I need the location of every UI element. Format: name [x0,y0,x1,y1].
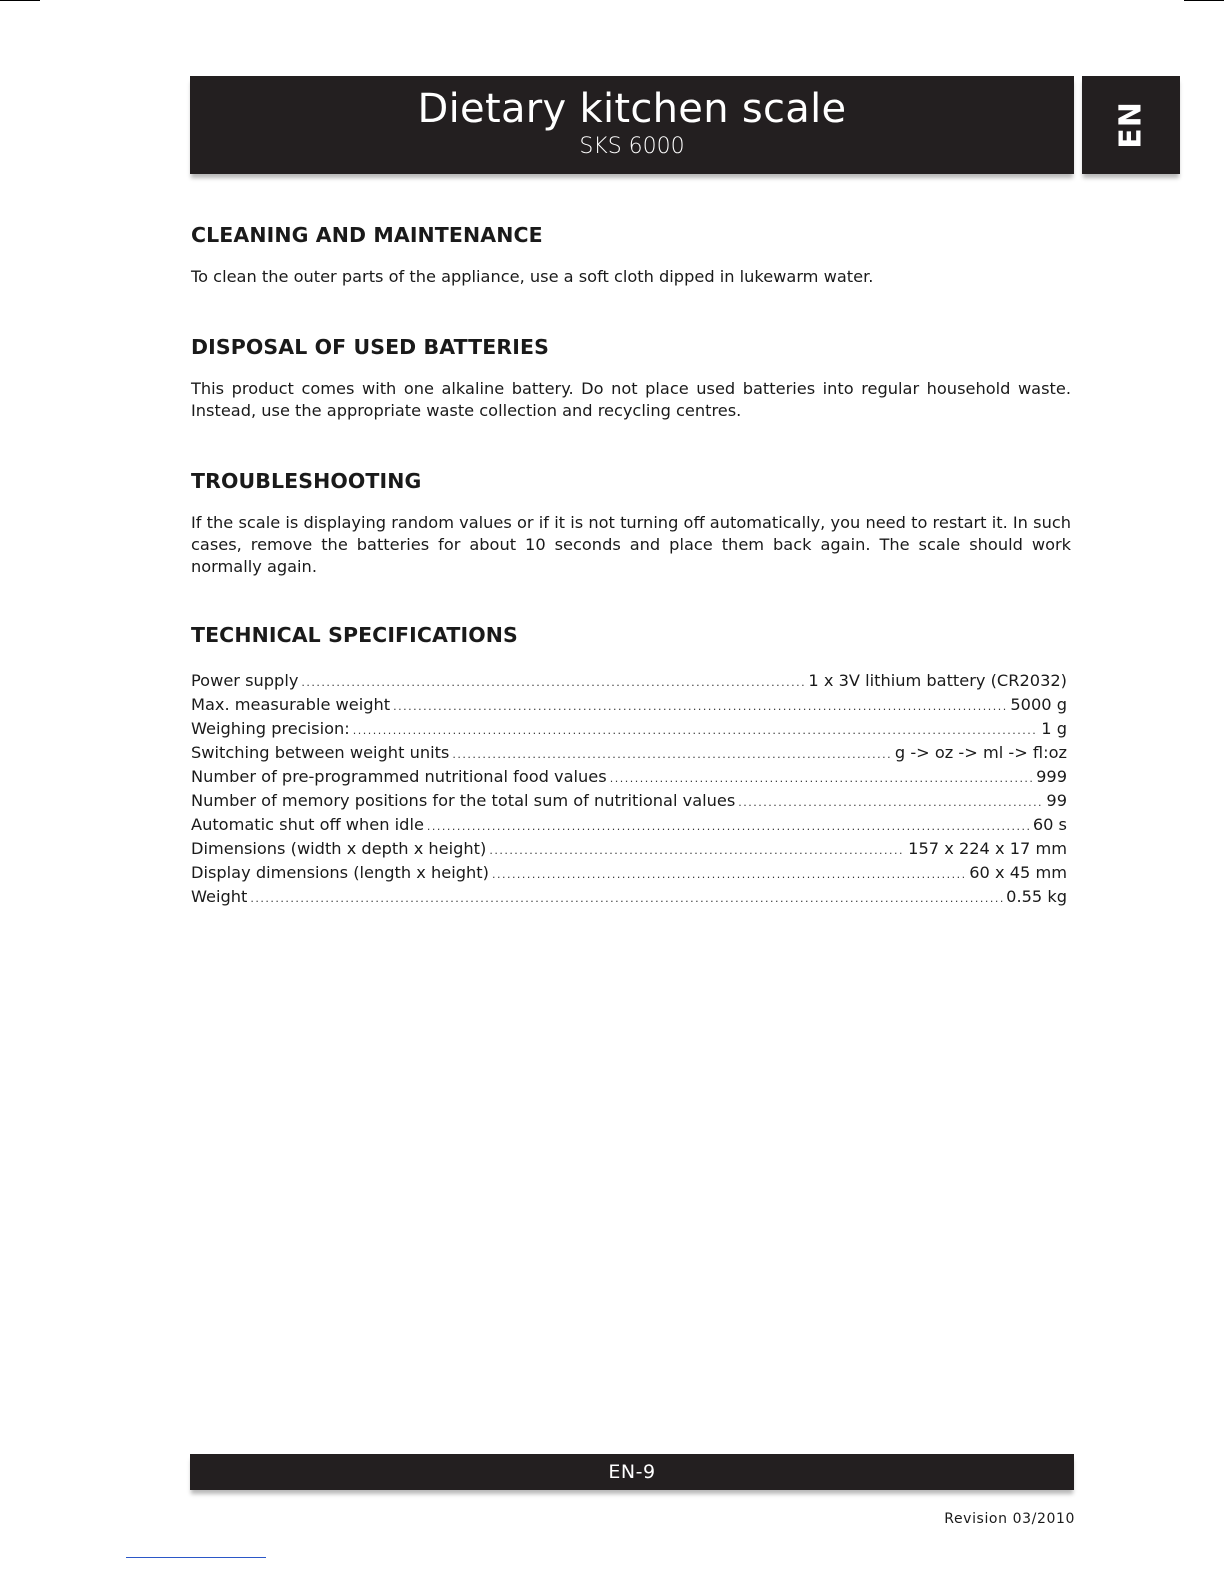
link-underline [126,1557,266,1558]
cleaning-text: To clean the outer parts of the appliance, use a soft cloth dipped in lukewarm water. [191,267,874,286]
dot-leader [250,888,1003,910]
spec-label: Number of memory positions for the total sum of nutritional values [191,791,736,810]
dot-leader [353,720,1039,742]
spec-label: Weight [191,887,248,906]
spec-label: Automatic shut off when idle [191,815,424,834]
main-content [191,220,1071,910]
revision-label: Revision 03/2010 [944,1511,1075,1527]
spec-value: 0.55 kg [1006,887,1067,906]
spec-label: Dimensions (width x depth x height) [191,839,487,858]
spec-value: 60 s [1032,815,1067,834]
spec-row [191,670,1067,694]
disposal-heading: DISPOSAL OF USED BATTERIES [191,335,549,359]
dot-leader [610,768,1033,790]
spec-row [191,694,1067,718]
spec-value: g -> oz -> ml -> fl:oz [894,743,1067,762]
spec-row [191,742,1067,766]
spec-row [191,790,1067,814]
spec-value: 999 [1036,767,1067,786]
crop-mark-right [1184,0,1224,1]
spec-list [191,670,1067,910]
spec-label: Power supply [191,671,299,690]
cleaning-section [191,220,1071,288]
cleaning-heading: CLEANING AND MAINTENANCE [191,223,543,247]
spec-row [191,814,1067,838]
spec-value: 60 x 45 mm [969,863,1067,882]
dot-leader [489,840,905,862]
spec-value: 1 x 3V lithium battery (CR2032) [808,671,1067,690]
spec-value: 157 x 224 x 17 mm [908,839,1067,858]
disposal-text: This product comes with one alkaline battery. Do not place used batteries into regular household waste. Instead, use the appropriate waste collection and recycling centres. [191,379,1071,420]
spec-value: 99 [1046,791,1067,810]
page-number: EN-9 [608,1461,656,1483]
troubleshooting-heading: TROUBLESHOOTING [191,469,422,493]
language-tab-label: EN [1113,101,1149,149]
disposal-section [191,332,1071,422]
dot-leader [301,672,805,694]
footer-banner [190,1454,1074,1490]
dot-leader [738,792,1043,814]
spec-row [191,766,1067,790]
page-title: Dietary kitchen scale [417,86,847,132]
crop-mark-left [0,0,40,1]
spec-value: 1 g [1041,719,1067,738]
spec-value: 5000 g [1010,695,1067,714]
title-banner [190,76,1074,174]
language-tab [1082,76,1180,174]
specs-section [191,620,1071,910]
spec-row [191,838,1067,862]
spec-label: Max. measurable weight [191,695,391,714]
spec-row [191,718,1067,742]
dot-leader [393,696,1007,718]
spec-label: Weighing precision: [191,719,350,738]
troubleshooting-text: If the scale is displaying random values or if it is not turning off automatically, you need to restart it. In such cases, remove the batteries for about 10 seconds and place them back again. The scale should work normally again. [191,513,1071,576]
specs-heading: TECHNICAL SPECIFICATIONS [191,623,518,647]
spec-label: Switching between weight units [191,743,450,762]
dot-leader [492,864,966,886]
spec-label: Display dimensions (length x height) [191,863,489,882]
troubleshooting-section [191,466,1071,578]
dot-leader [452,744,892,766]
spec-row [191,886,1067,910]
model-number: SKS 6000 [579,134,685,159]
dot-leader [427,816,1030,838]
spec-row [191,862,1067,886]
spec-label: Number of pre-programmed nutritional food values [191,767,607,786]
